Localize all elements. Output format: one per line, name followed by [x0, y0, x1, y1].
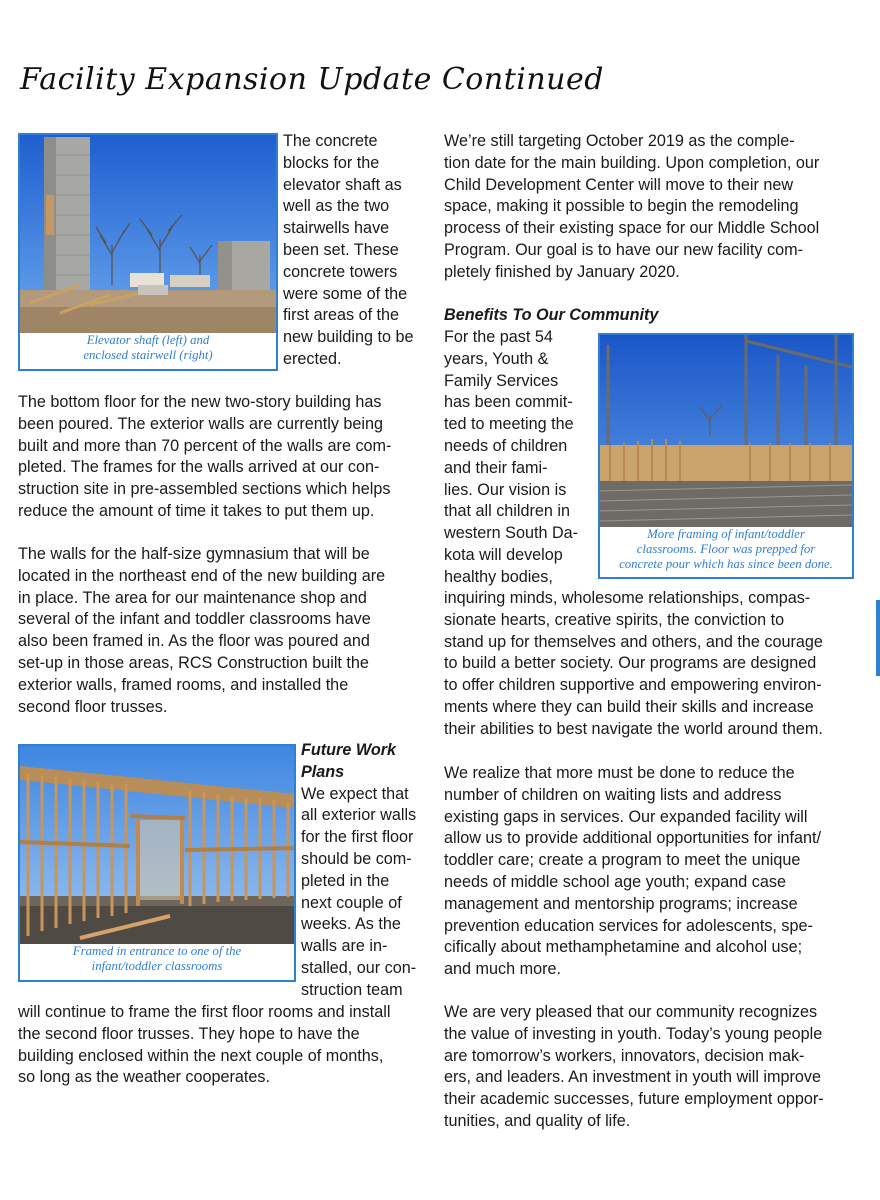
benefits-continuation — [444, 588, 864, 741]
text-line: For the past 54 — [444, 328, 553, 346]
text-line: prevention education services for adolescents, spe- — [444, 916, 813, 935]
text-line: the value of investing in youth. Today’s young people — [444, 1024, 823, 1043]
text-line: built and more than 70 percent of the walls are com- — [18, 436, 392, 455]
text-line: sionate hearts, creative spirits, the conviction to — [444, 610, 785, 629]
elevator-figure — [18, 133, 278, 371]
text-line: should be com- — [301, 849, 412, 868]
text-line: tion date for the main building. Upon completion, our — [444, 153, 820, 172]
text-line: ers, and leaders. An investment in youth will improve — [444, 1068, 821, 1087]
entrance-caption — [20, 944, 294, 980]
heading-line: Plans — [301, 762, 345, 781]
text-line: needs of middle school age youth; expand case — [444, 872, 786, 891]
framing-caption — [600, 527, 852, 577]
text-line: for the first floor — [301, 828, 414, 847]
text-line: their abilities to best navigate the world around them. — [444, 719, 823, 738]
text-line: lies. Our vision is — [444, 480, 567, 499]
text-line: inquiring minds, wholesome relationships, compas- — [444, 589, 811, 607]
page-edge-tab — [876, 600, 880, 676]
framing-photo — [600, 335, 852, 527]
entrance-photo — [20, 746, 294, 944]
text-line: management and mentorship programs; increase — [444, 894, 798, 913]
concrete-blocks-paragraph — [283, 131, 431, 371]
text-line: stalled, our con- — [301, 958, 417, 977]
benefits-wrap — [444, 327, 592, 589]
framing-caption-line-2: classrooms. Floor was prepped for — [636, 542, 816, 556]
text-line: healthy bodies, — [444, 567, 553, 586]
text-line: ments where they can build their skills and increase — [444, 697, 814, 716]
framing-caption-line-3: concrete pour which has since been done. — [619, 557, 833, 571]
text-line: existing gaps in services. Our expanded facility will — [444, 807, 808, 826]
future-work-continuation — [18, 1002, 428, 1089]
text-line: erected. — [283, 349, 342, 368]
text-line: building enclosed within the next couple of months, — [18, 1046, 384, 1065]
text-line: all exterior walls — [301, 806, 417, 825]
text-line: years, Youth & — [444, 349, 549, 368]
text-line: struction site in pre-assembled sections which helps — [18, 480, 391, 499]
text-line: needs of children — [444, 436, 568, 455]
text-line: stand up for themselves and others, and the courage — [444, 632, 823, 651]
text-line: next couple of — [301, 893, 402, 912]
text-line: walls are in- — [301, 937, 388, 956]
future-work-heading — [301, 740, 429, 784]
left-wrap-text — [283, 131, 431, 371]
page-title: Facility Expansion Update Continued — [20, 62, 604, 97]
text-line: in place. The area for our maintenance shop and — [18, 588, 367, 607]
text-line: The concrete — [283, 132, 378, 150]
text-line: set-up in those areas, RCS Construction built the — [18, 653, 369, 672]
text-line: elevator shaft as — [283, 175, 402, 194]
completion-paragraph — [444, 131, 864, 284]
text-line: located in the northeast end of the new building are — [18, 566, 386, 585]
text-line: were some of the — [283, 284, 408, 303]
text-line: and much more. — [444, 960, 561, 979]
bottom-floor-paragraph — [18, 392, 428, 523]
text-line: Program. Our goal is to have our new facility com- — [444, 240, 803, 259]
elevator-caption-line-2: enclosed stairwell (right) — [83, 348, 213, 362]
entrance-figure — [18, 744, 296, 982]
text-line: We realize that more must be done to reduce the — [444, 764, 795, 782]
investing-paragraph — [444, 1002, 864, 1133]
framing-figure — [598, 333, 854, 579]
entrance-caption-line-1: Framed in entrance to one of the — [72, 944, 242, 958]
text-line: so long as the weather cooperates. — [18, 1068, 270, 1087]
text-line: also been framed in. As the floor was poured and — [18, 632, 370, 651]
text-line: cifically about methamphetamine and alcohol use; — [444, 938, 803, 957]
text-line: been poured. The exterior walls are currently being — [18, 414, 384, 433]
text-line: and their fami- — [444, 458, 548, 477]
text-line: The bottom floor for the new two-story building has — [18, 393, 382, 411]
text-line: concrete towers — [283, 262, 398, 281]
text-line: stairwells have — [283, 219, 390, 238]
text-line: toddler care; create a program to meet the unique — [444, 851, 801, 870]
text-line: their academic successes, future employment oppor- — [444, 1090, 824, 1109]
text-line: to offer children supportive and empowering environ- — [444, 676, 822, 695]
text-line: pleted in the — [301, 871, 390, 890]
text-line: has been commit- — [444, 393, 573, 412]
text-line: to build a better society. Our programs are designed — [444, 654, 817, 673]
text-line: been set. These — [283, 240, 399, 259]
text-line: allow us to provide additional opportunities for infant/ — [444, 829, 822, 848]
text-line: well as the two — [283, 197, 390, 216]
text-line: tunities, and quality of life. — [444, 1111, 631, 1130]
elevator-caption — [20, 333, 276, 369]
text-line: pleted. The frames for the walls arrived at our con- — [18, 458, 380, 477]
benefits-heading: Benefits To Our Community — [444, 306, 659, 324]
text-line: ted to meeting the — [444, 415, 574, 434]
text-line: kota will develop — [444, 545, 563, 564]
text-line: western South Da- — [444, 524, 579, 543]
text-line: weeks. As the — [301, 915, 401, 934]
text-line: are tomorrow’s workers, innovators, decision mak- — [444, 1046, 805, 1065]
text-line: exterior walls, framed rooms, and installed the — [18, 675, 349, 694]
text-line: We’re still targeting October 2019 as the comple- — [444, 132, 795, 150]
text-line: will continue to frame the first floor rooms and install — [18, 1003, 391, 1021]
text-line: that all children in — [444, 502, 570, 521]
text-line: the second floor trusses. They hope to have the — [18, 1024, 360, 1043]
text-line: space, making it possible to begin the remodeling — [444, 197, 799, 216]
waiting-lists-paragraph — [444, 763, 864, 981]
text-line: Family Services — [444, 371, 559, 390]
text-line: blocks for the — [283, 153, 380, 172]
entrance-caption-line-2: infant/toddler classrooms — [91, 959, 223, 973]
text-line: number of children on waiting lists and address — [444, 785, 782, 804]
gymnasium-paragraph — [18, 544, 428, 718]
framing-caption-line-1: More framing of infant/toddler — [647, 527, 805, 541]
text-line: reduce the amount of time it takes to put them up. — [18, 501, 375, 520]
text-line: struction team — [301, 980, 403, 999]
elevator-caption-line-1: Elevator shaft (left) and — [86, 333, 210, 347]
text-line: first areas of the — [283, 306, 400, 325]
text-line: The walls for the half-size gymnasium that will be — [18, 545, 370, 563]
elevator-photo — [20, 135, 276, 333]
text-line: pletely finished by January 2020. — [444, 262, 680, 281]
text-line: second floor trusses. — [18, 697, 168, 716]
text-line: new building to be — [283, 328, 414, 347]
future-work-wrap — [301, 740, 429, 1002]
text-line: several of the infant and toddler classrooms have — [18, 610, 371, 629]
heading-line: Future Work — [301, 741, 397, 759]
text-line: We expect that — [301, 784, 409, 803]
text-line: process of their existing space for our Middle School — [444, 219, 820, 238]
text-line: Child Development Center will move to their new — [444, 175, 794, 194]
text-line: We are very pleased that our community recognizes — [444, 1003, 818, 1021]
